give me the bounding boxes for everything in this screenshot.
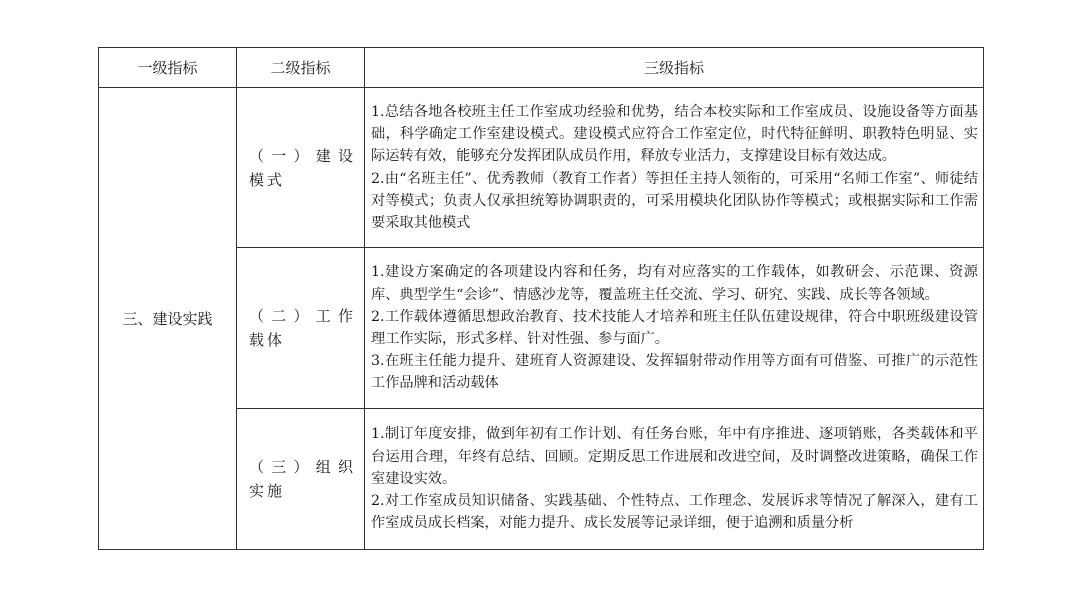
indicator-item: 2.工作载体遵循思想政治教育、技术技能人才培养和班主任队伍建设规律，符合中职班级建设管理工作实际，形式多样、针对性强、参与面广。 xyxy=(371,308,978,347)
indicator-item: 1.制订年度安排，做到年初有工作计划、有任务台账，年中有序推进、逐项销账，各类载体和平台运用合理，年终有总结、回顾。定期反思工作进展和改进空间，及时调整改进策略，确保工作室建设实效。 xyxy=(371,426,978,487)
header-level1: 一级指标 xyxy=(99,48,237,88)
level2-cell: （一）建设模式 xyxy=(237,88,365,248)
indicator-item: 1.建设方案确定的各项建设内容和任务，均有对应落实的工作载体，如教研会、示范课、资源库、典型学生“会诊”、情感沙龙等，覆盖班主任交流、学习、研究、实践、成长等各领域。 xyxy=(371,264,978,303)
level1-cell: 三、建设实践 xyxy=(99,88,237,550)
level3-cell xyxy=(365,88,984,248)
header-row xyxy=(99,48,984,88)
header-level3: 三级指标 xyxy=(365,48,984,88)
indicator-item: 2.由“名班主任”、优秀教师（教育工作者）等担任主持人领衔的，可采用“名师工作室”、师徒结对等模式；负责人仅承担统筹协调职责的，可采用模块化团队协作等模式；或根据实际和工作需要采取其他模式 xyxy=(371,170,978,231)
indicator-table xyxy=(98,47,984,550)
level3-cell xyxy=(365,409,984,550)
indicator-item: 2.对工作室成员知识储备、实践基础、个性特点、工作理念、发展诉求等情况了解深入，建有工作室成员成长档案，对能力提升、成长发展等记录详细，便于追溯和质量分析 xyxy=(371,493,978,532)
level3-cell xyxy=(365,248,984,409)
table-row xyxy=(99,88,984,248)
indicator-item: 1.总结各地各校班主任工作室成功经验和优势，结合本校实际和工作室成员、设施设备等方面基础，科学确定工作室建设模式。建设模式应符合工作室定位，时代特征鲜明、职教特色明显、实际运转有效，能够充分发挥团队成员作用，释放专业活力，支撑建设目标有效达成。 xyxy=(371,103,978,165)
header-level2: 二级指标 xyxy=(237,48,365,88)
indicator-item: 3.在班主任能力提升、建班育人资源建设、发挥辐射带动作用等方面有可借鉴、可推广的示范性工作品牌和活动载体 xyxy=(371,353,978,392)
level2-cell: （二）工作载体 xyxy=(237,248,365,409)
level2-cell: （三）组织实施 xyxy=(237,409,365,550)
